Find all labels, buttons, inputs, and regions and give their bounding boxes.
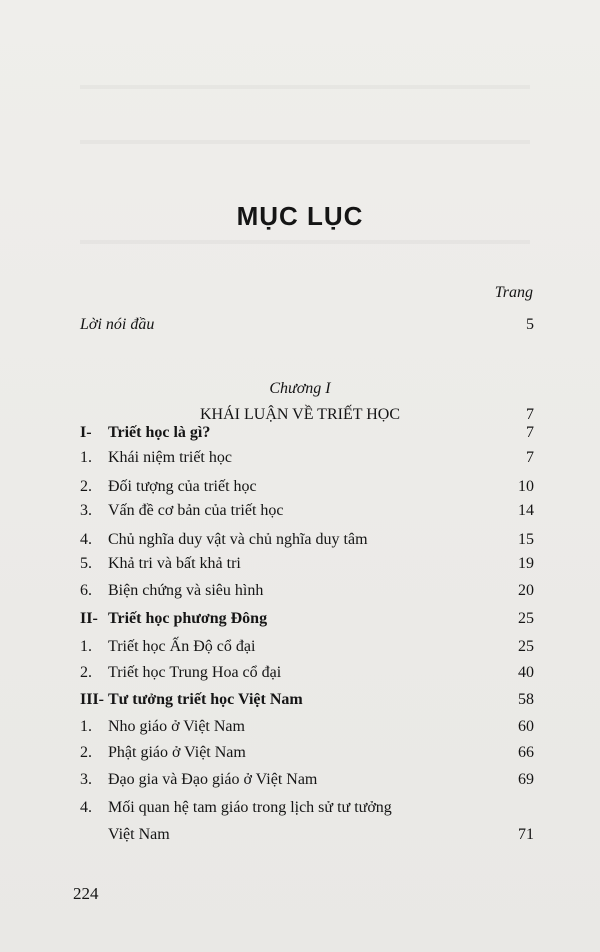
toc-entry [80,718,534,740]
toc-entry-label: Biện chứng và siêu hình [108,582,264,599]
toc-entry-label: Lời nói đầu [80,316,155,333]
toc-entry [80,638,534,660]
toc-entry-continuation [80,826,534,848]
toc-entry-label: Triết học Ấn Độ cổ đại [108,638,256,655]
toc-entry [80,478,534,500]
chapter-title: KHÁI LUẬN VỀ TRIẾT HỌC [200,406,400,423]
toc-entry-page: 5 [526,316,534,333]
toc-entry-page: 7 [526,424,534,441]
toc-entry-page: 25 [518,638,534,655]
toc-entry [80,664,534,686]
toc-entry-number: 2. [80,478,92,495]
toc-entry [80,799,534,821]
toc-entry-number: 2. [80,664,92,681]
toc-entry-label-continued: Việt Nam [108,826,170,843]
page-title: MỤC LỤC [236,201,364,231]
bleed-through-texture [80,140,530,144]
toc-entry-label: Triết học là gì? [108,424,211,441]
toc-entry-number: 1. [80,638,92,655]
toc-entry-page: 10 [518,478,534,495]
toc-entry-page: 14 [518,502,534,519]
toc-section [80,610,534,632]
toc-entry-number: 1. [80,449,92,466]
toc-section [80,424,534,446]
toc-entry [80,771,534,793]
page-number: 224 [73,884,99,903]
toc-entry-number: 2. [80,744,92,761]
toc-entry-number: 3. [80,771,92,788]
toc-entry-number: 3. [80,502,92,519]
toc-entry [80,744,534,766]
toc-entry-number: II- [80,610,98,627]
toc-entry [80,582,534,604]
toc-entry-page: 7 [526,449,534,466]
toc-entry [80,449,534,471]
toc-entry-label: Nho giáo ở Việt Nam [108,718,245,735]
toc-entry [80,555,534,577]
toc-entry [80,502,534,524]
toc-entry-label: Triết học Trung Hoa cổ đại [108,664,282,681]
toc-entry-number: 5. [80,555,92,572]
toc-entry-number: 4. [80,531,92,548]
toc-entry-page: 40 [518,664,534,681]
toc-entry-page: 19 [518,555,534,572]
toc-entry-page: 58 [518,691,534,708]
chapter-page: 7 [526,406,534,423]
toc-entry-preface [80,316,534,338]
toc-section [80,691,534,713]
toc-entry-page: 66 [518,744,534,761]
toc-entry-page: 71 [518,826,534,843]
chapter-heading: Chương I [269,380,331,397]
toc-entry-label: Đạo gia và Đạo giáo ở Việt Nam [108,771,318,788]
toc-entry-page: 25 [518,610,534,627]
toc-entry-number: 6. [80,582,92,599]
toc-entry-label: Đối tượng của triết học [108,478,257,495]
toc-entry-number: III- [80,691,105,708]
bleed-through-texture [80,85,530,89]
toc-entry-label: Khái niệm triết học [108,449,232,466]
page-column-header: Trang [494,284,533,301]
toc-entry-page: 20 [518,582,534,599]
toc-entry-label: Tư tưởng triết học Việt Nam [108,691,303,708]
toc-entry-label: Triết học phương Đông [108,610,268,627]
toc-entry-label: Khả tri và bất khả tri [108,555,241,572]
toc-entry-label: Chủ nghĩa duy vật và chủ nghĩa duy tâm [108,531,368,548]
toc-entry-number: 1. [80,718,92,735]
bleed-through-texture [80,240,530,244]
toc-entry-page: 69 [518,771,534,788]
toc-entry-number: I- [80,424,92,441]
toc-entry-number: 4. [80,799,92,816]
toc-entry-label: Vấn đề cơ bản của triết học [108,502,284,519]
toc-entry-page: 60 [518,718,534,735]
toc-entry [80,531,534,553]
toc-entry-label: Phật giáo ở Việt Nam [108,744,246,761]
toc-entry-label: Mối quan hệ tam giáo trong lịch sử tư tưởng [108,799,392,816]
toc-entry-page: 15 [518,531,534,548]
